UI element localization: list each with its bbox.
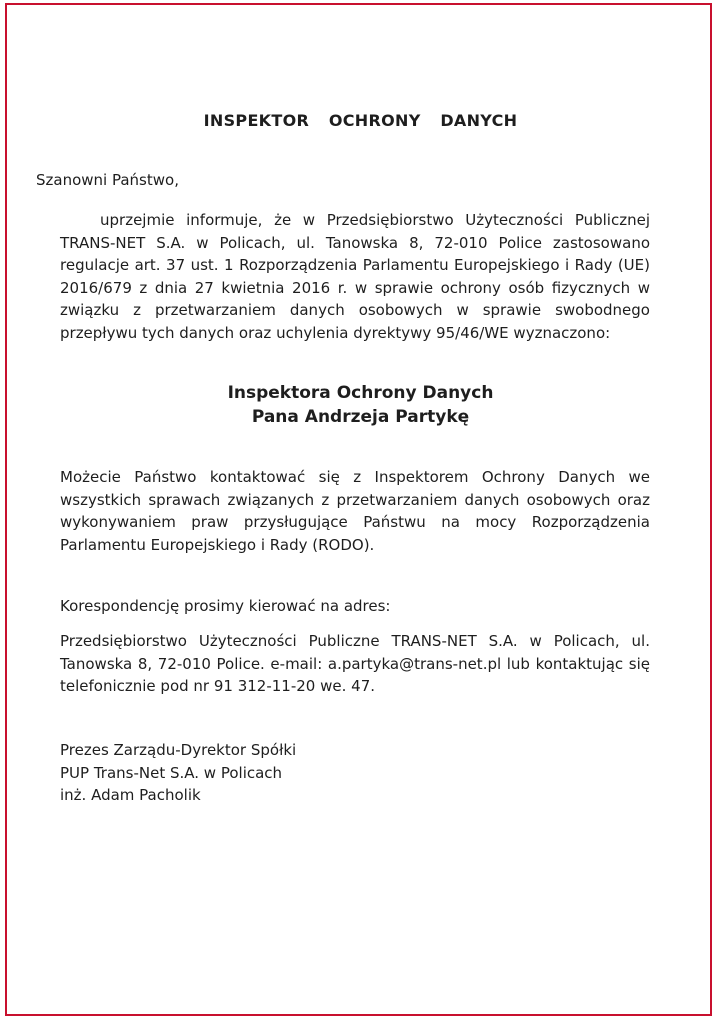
highlight-person: Pana Andrzeja Partykę: [251, 407, 470, 427]
document-title: INSPEKTOR OCHRONY DANYCH: [203, 111, 518, 130]
greeting: Szanowni Państwo,: [36, 171, 179, 189]
paragraph-appointment: uprzejmie informuje, że w Przedsiębiorstwo Użyteczności Publicznej TRANS-NET S.A. w Policach, ul. Tanowska 8, 72-010 Police zastosowano regulacje art. 37 ust. 1 Rozporządzenia Parlamentu Europejskiego i Rady (UE) 2016/679 z dnia 27 kwietnia 2016 r. w sprawie ochrony osób fizycznych w związku z przetwarzaniem danych osobowych w sprawie swobodnego przepływu tych danych oraz uchylenia dyrektywy 95/46/WE wyznaczono:: [60, 211, 650, 342]
signature-title: Prezes Zarządu-Dyrektor Spółki: [60, 741, 297, 759]
highlight-role: Inspektora Ochrony Danych: [227, 383, 494, 403]
paragraph-contact-info: Możecie Państwo kontaktować się z Inspektorem Ochrony Danych we wszystkich sprawach związanych z przetwarzaniem danych osobowych oraz wykonywaniem praw przysługujące Państwu na mocy Rozporządzenia Parlamentu Europejskiego i Rady (RODO).: [60, 468, 650, 554]
signature-name: inż. Adam Pacholik: [60, 786, 201, 804]
signature-company: PUP Trans-Net S.A. w Policach: [60, 763, 283, 782]
paragraph-address: Przedsiębiorstwo Użyteczności Publiczne TRANS-NET S.A. w Policach, ul. Tanowska 8, 72-010 Police. e-mail: a.partyka@trans-net.pl lub kontaktując się telefonicznie pod nr 91 312-11-20 we. 47.: [60, 632, 650, 695]
paragraph-correspondence: Korespondencję prosimy kierować na adres:: [60, 597, 391, 615]
